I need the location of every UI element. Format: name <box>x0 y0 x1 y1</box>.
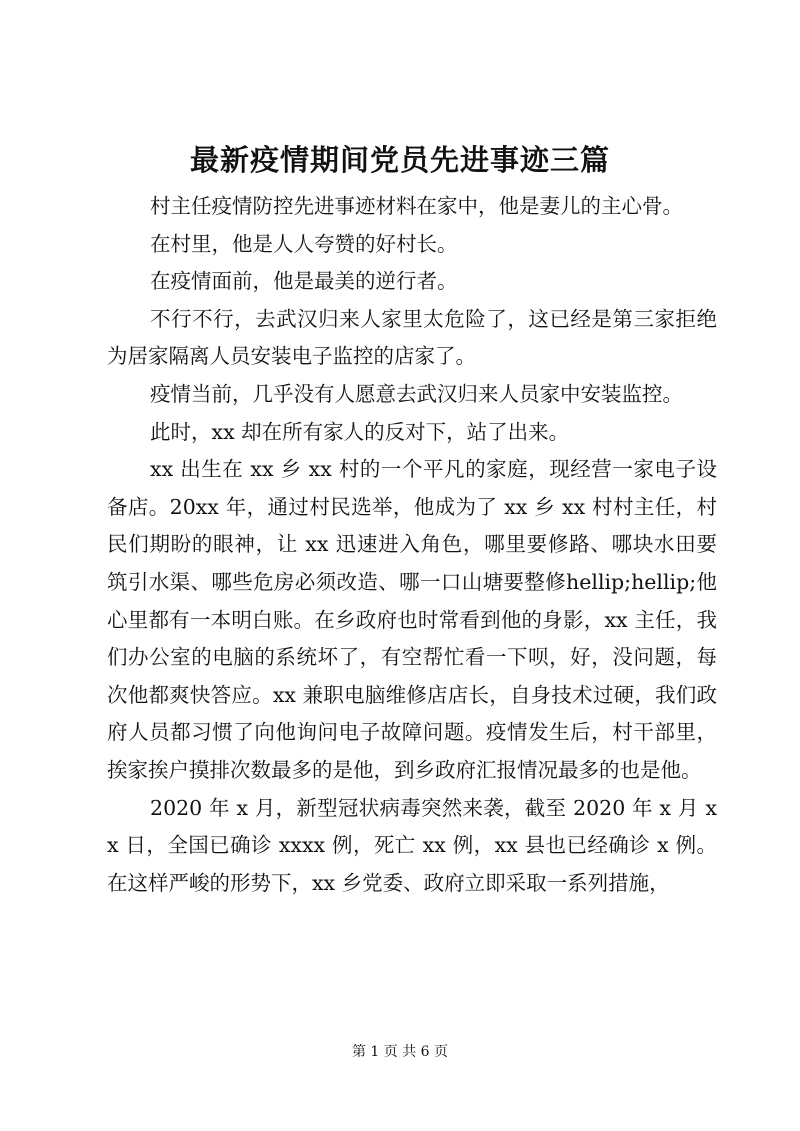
paragraph: xx 出生在 xx 乡 xx 村的一个平凡的家庭，现经营一家电子设备店。20xx 年，通过村民选举，他成为了 xx 乡 xx 村村主任，村民们期盼的眼神，让 xx 迅速进入角色，哪里要修路、哪块水田要筑引水渠、哪些危房必须改造、哪一口山塘要整修hellip;hellip;他心里都有一本明白账。在乡政府也时常看到他的身影，xx 主任，我们办公室的电脑的系统坏了，有空帮忙看一下呗，好，没问题，每次他都爽快答应。xx 兼职电脑维修店店长，自身技术过硬，我们政府人员都习惯了向他询问电子故障问题。疫情发生后，村干部里，挨家挨户摸排次数最多的是他，到乡政府汇报情况最多的也是他。 <box>107 457 717 782</box>
page-footer: 第 1 页 共 6 页 <box>351 1044 449 1060</box>
paragraph: 不行不行，去武汉归来人家里太危险了，这已经是第三家拒绝为居家隔离人员安装电子监控的店家了。 <box>107 306 717 369</box>
paragraph: 此时，xx 却在所有家人的反对下，站了出来。 <box>150 419 570 444</box>
document-body <box>107 188 717 902</box>
paragraph: 在村里，他是人人夸赞的好村长。 <box>150 231 458 256</box>
paragraph: 在疫情面前，他是最美的逆行者。 <box>150 269 458 294</box>
paragraph: 疫情当前，几乎没有人愿意去武汉归来人员家中安装监控。 <box>150 381 684 406</box>
document-title: 最新疫情期间党员先进事迹三篇 <box>189 143 610 177</box>
paragraph: 村主任疫情防控先进事迹材料在家中，他是妻儿的主心骨。 <box>150 194 684 218</box>
paragraph: 2020 年 x 月，新型冠状病毒突然来袭，截至 2020 年 x 月 xx 日，全国已确诊 xxxx 例，死亡 xx 例，xx 县也已经确诊 x 例。在这样严峻的形势下，xx 乡党委、政府立即采取一系列措施， <box>107 795 717 895</box>
